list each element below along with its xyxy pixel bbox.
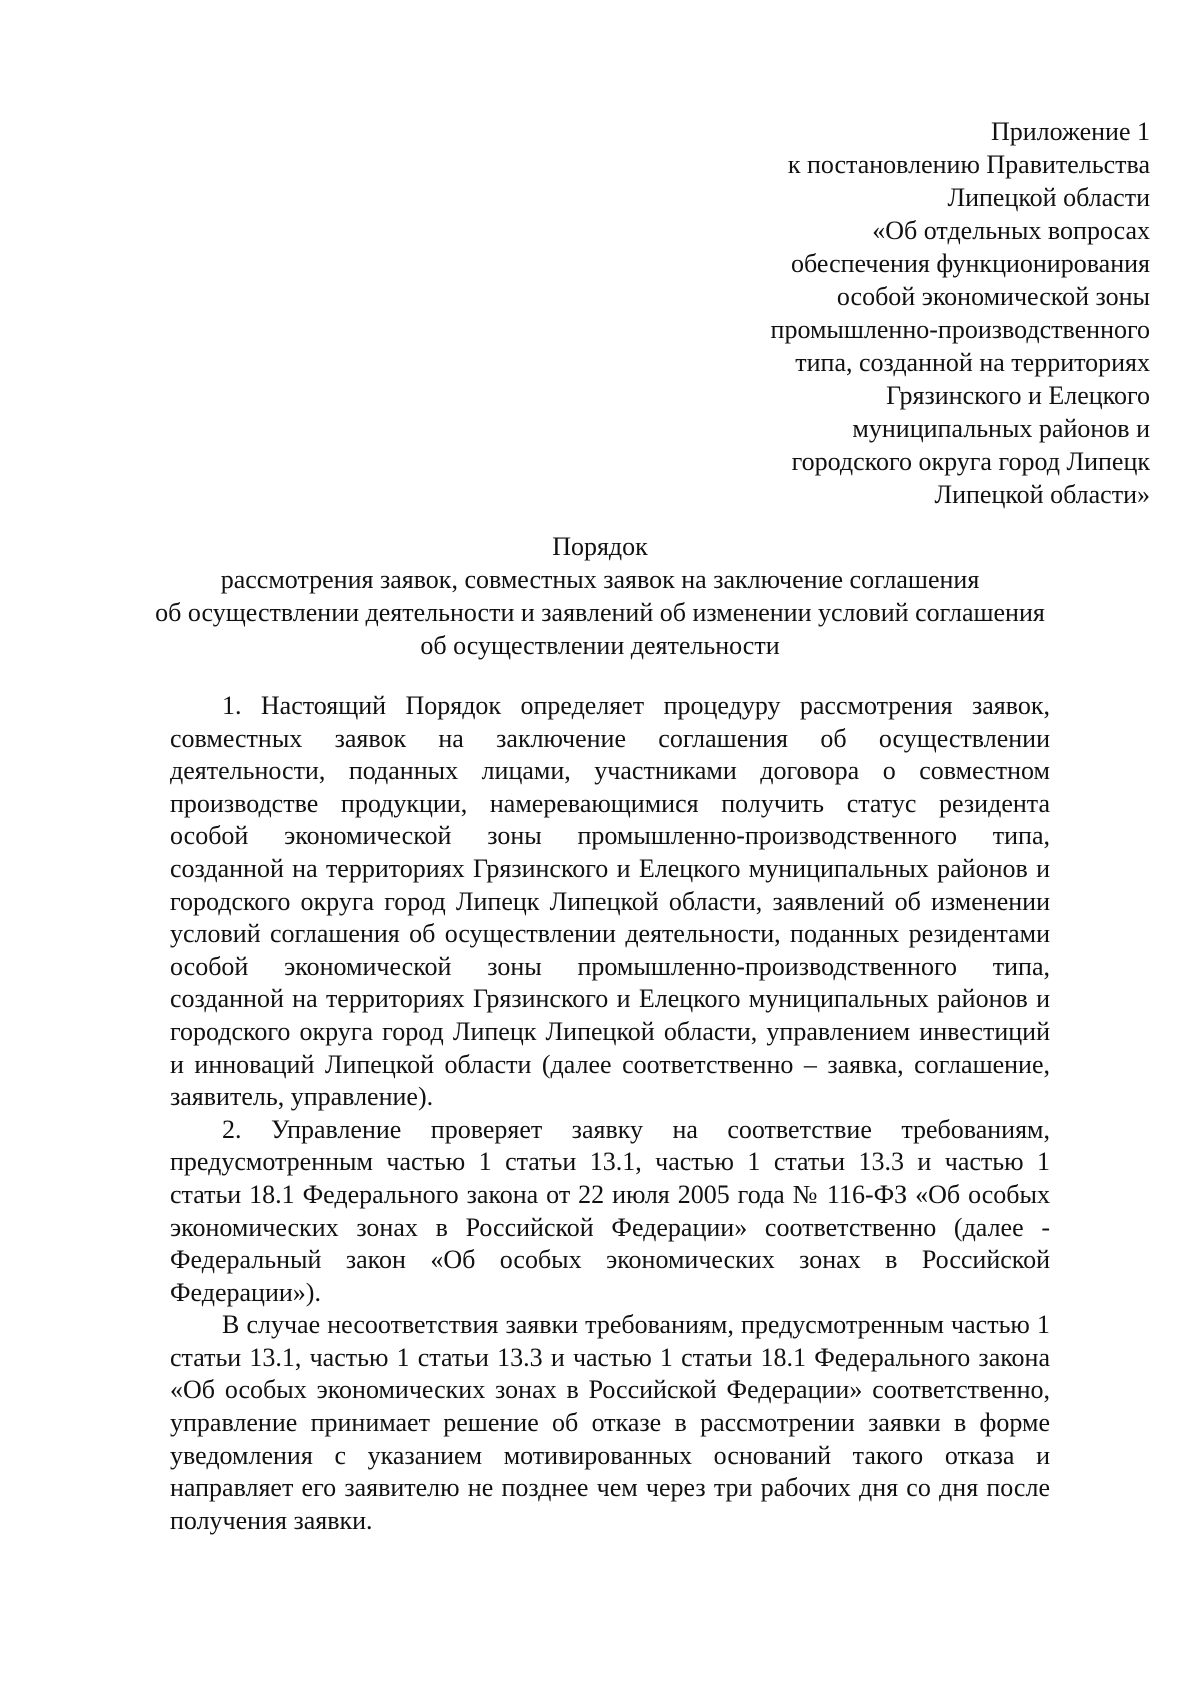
paragraph-1: 1. Настоящий Порядок определяет процедуру рассмотрения заявок, совместных заявок на заключение соглашения об осуществлении деятельности, поданных лицами, участниками договора о совместном производстве продукции, намеревающимися получить статус резидента особой экономической зоны промышленно-производственного типа, созданной на территориях Грязинского и Елецкого муниципальных районов и городского округа город Липецк Липецкой области, заявлений об изменении условий соглашения об осуществлении деятельности, поданных резидентами особой экономической зоны промышленно-производственного типа, созданной на территориях Грязинского и Елецкого муниципальных районов и городского округа город Липецк Липецкой области, управлением инвестиций и инноваций Липецкой области (далее соответственно – заявка, соглашение, заявитель, управление). (170, 691, 1050, 1112)
paragraph-3: В случае несоответствия заявки требованиям, предусмотренным частью 1 статьи 13.1, частью 1 статьи 13.3 и частью 1 статьи 18.1 Федерального закона «Об особых экономических зонах в Российской Федерации» соответственно, управление принимает решение об отказе в рассмотрении заявки в форме уведомления с указанием мотивированных оснований такого отказа и направляет его заявителю не позднее чем через три рабочих дня со дня после получения заявки. (170, 1310, 1050, 1535)
document-body (170, 690, 1050, 1537)
appendix-line: Приложение 1 (990, 117, 1150, 146)
appendix-line: обеспечения функционирования (791, 249, 1150, 278)
appendix-line: «Об отдельных вопросах (872, 216, 1150, 245)
document-title (150, 530, 1050, 662)
appendix-line: особой экономической зоны (836, 282, 1150, 311)
appendix-line: Липецкой области» (934, 480, 1150, 509)
appendix-line: типа, созданной на территориях (795, 348, 1150, 377)
appendix-line: промышленно-производственного (770, 315, 1150, 344)
appendix-line: Липецкой области (947, 183, 1150, 212)
title-heading: Порядок (552, 532, 648, 561)
appendix-line: муниципальных районов и (852, 414, 1150, 443)
title-subtitle-line: об осуществлении деятельности (420, 631, 780, 660)
appendix-line: городского округа город Липецк (791, 447, 1150, 476)
paragraph-2: 2. Управление проверяет заявку на соответствие требованиям, предусмотренным частью 1 статьи 13.1, частью 1 статьи 13.3 и частью 1 статьи 18.1 Федерального закона от 22 июля 2005 года № 116-ФЗ «Об особых экономических зонах в Российской Федерации» соответственно (далее - Федеральный закон «Об особых экономических зонах в Российской Федерации»). (170, 1114, 1050, 1307)
title-subtitle-line: об осуществлении деятельности и заявлений об изменении условий соглашения (155, 598, 1045, 627)
title-subtitle-line: рассмотрения заявок, совместных заявок на заключение соглашения (220, 565, 980, 594)
appendix-line: к постановлению Правительства (787, 150, 1150, 179)
appendix-line: Грязинского и Елецкого (886, 381, 1150, 410)
appendix-header (590, 115, 1150, 511)
